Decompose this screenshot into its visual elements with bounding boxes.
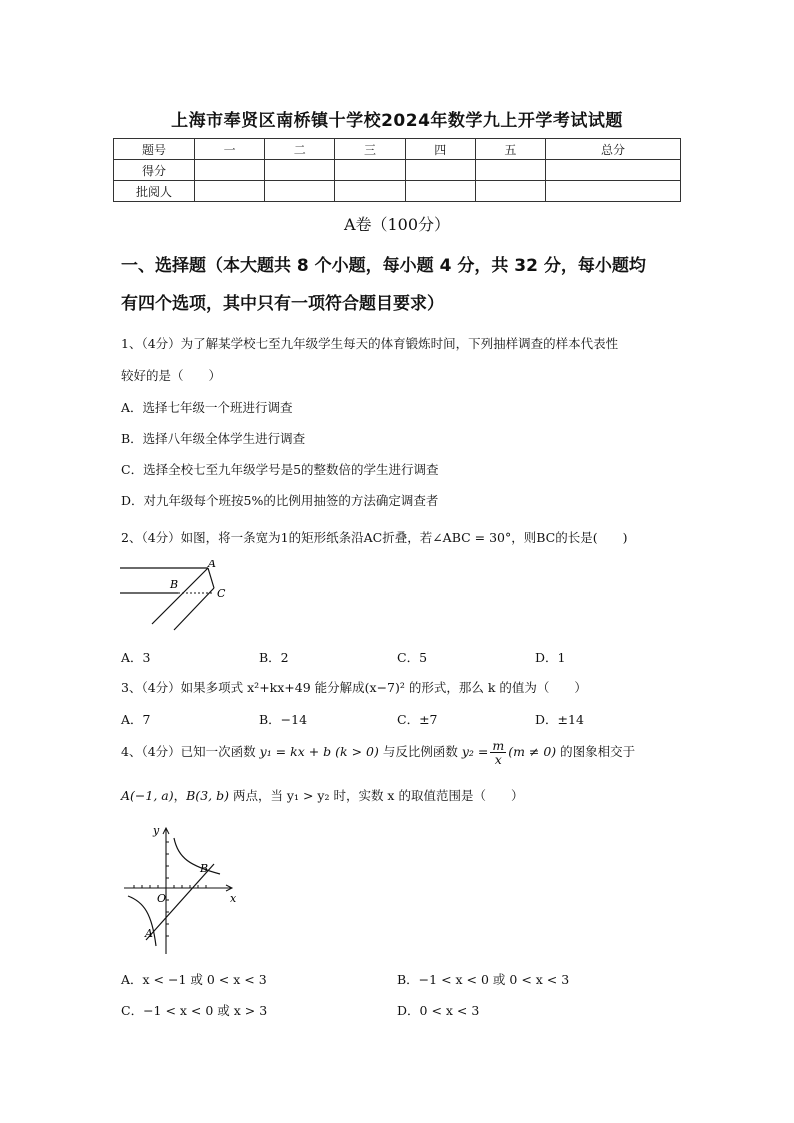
label-y: y: [153, 824, 160, 837]
table-cell: 二: [265, 139, 335, 160]
q4-fraction-numerator: m: [492, 738, 505, 753]
score-table-row: [114, 160, 681, 181]
label-point-b: B: [200, 862, 209, 875]
q4-text-post: 的图象相交于: [556, 744, 636, 759]
q2-stem: 2、（4分）如图，将一条宽为1的矩形纸条沿AC折叠，若∠ABC = 30°，则BC的长是( ): [121, 530, 628, 545]
score-input-cell[interactable]: [405, 160, 475, 181]
q4-option-a[interactable]: A．x < −1 或 0 < x < 3: [121, 972, 267, 987]
label-x: x: [230, 892, 237, 905]
q4-fraction-denominator: x: [494, 752, 502, 767]
q1-option-b[interactable]: B．选择八年级全体学生进行调查: [121, 431, 306, 446]
q4-inverse-lhs: y₂ =: [461, 744, 489, 759]
section-heading-line1: 一、选择题（本大题共 8 个小题，每小题 4 分，共 32 分，每小题均: [121, 256, 646, 276]
q4-option-c[interactable]: C．−1 < x < 0 或 x > 3: [121, 1003, 268, 1018]
q1-option-c[interactable]: C．选择全校七至九年级学号是5的整数倍的学生进行调查: [121, 462, 439, 477]
q3-stem: 3、（4分）如果多项式 x²+kx+49 能分解成(x−7)² 的形式，那么 k 的值为（ ）: [121, 680, 587, 695]
q4-point-b: B(3, b): [186, 788, 229, 803]
q4-text-mid: 与反比例函数: [378, 744, 462, 759]
score-input-cell[interactable]: [546, 181, 681, 202]
q4-option-b[interactable]: B．−1 < x < 0 或 0 < x < 3: [397, 972, 570, 987]
q3-option-d[interactable]: D．±14: [535, 712, 584, 727]
q1-stem-line1: 1、（4分）为了解某学校七至九年级学生每天的体育锻炼时间，下列抽样调查的样本代表性: [121, 336, 619, 351]
score-input-cell[interactable]: [405, 181, 475, 202]
label-a: A: [208, 560, 216, 570]
q4-figure: [120, 822, 245, 957]
q2-option-a[interactable]: A．3: [121, 650, 151, 665]
score-input-cell[interactable]: [335, 160, 405, 181]
q4-text-end: 两点，当 y₁ > y₂ 时，实数 x 的取值范围是（ ）: [228, 788, 524, 803]
q2-option-c[interactable]: C．5: [397, 650, 428, 665]
score-input-cell[interactable]: [475, 181, 545, 202]
page-title: 上海市奉贤区南桥镇十学校2024年数学九上开学考试试题: [171, 111, 623, 131]
q4-point-a: A(−1, a): [121, 788, 174, 803]
score-input-cell[interactable]: [195, 181, 265, 202]
label-b: B: [170, 578, 179, 591]
q4-stem-line2: [121, 786, 523, 804]
q3-option-a[interactable]: A．7: [121, 712, 151, 727]
fold-line-lower: [174, 588, 214, 630]
score-table-row: [114, 181, 681, 202]
q3-option-c[interactable]: C．±7: [397, 712, 438, 727]
fold-edge-ac: [208, 568, 214, 588]
q3-option-b[interactable]: B．−14: [259, 712, 308, 727]
table-cell: 五: [475, 139, 545, 160]
table-cell: 一: [195, 139, 265, 160]
q2-figure: [116, 560, 246, 640]
score-table: [113, 138, 681, 202]
score-input-cell[interactable]: [195, 160, 265, 181]
table-cell: 四: [405, 139, 475, 160]
q1-stem-line2: 较好的是（ ）: [121, 368, 222, 383]
label-origin: O: [157, 892, 167, 905]
q4-stem-line1: [121, 738, 635, 766]
table-cell: 三: [335, 139, 405, 160]
q2-option-d[interactable]: D．1: [535, 650, 566, 665]
q4-text-pre: 4、（4分）已知一次函数: [121, 744, 260, 759]
q4-linear-function: y₁ = kx + b (k > 0): [259, 744, 379, 759]
score-input-cell[interactable]: [475, 160, 545, 181]
q1-option-d[interactable]: D．对九年级每个班按5%的比例用抽签的方法确定调查者: [121, 493, 439, 508]
score-input-cell[interactable]: [265, 160, 335, 181]
table-cell: 得分: [114, 160, 195, 181]
label-point-a: A: [145, 927, 153, 940]
hyperbola-branch-right: [174, 838, 220, 874]
score-input-cell[interactable]: [335, 181, 405, 202]
score-input-cell[interactable]: [546, 160, 681, 181]
fold-line-upper: [152, 568, 208, 624]
section-a-title: A卷（100分）: [343, 215, 451, 234]
q4-separator: ，: [173, 788, 187, 803]
section-heading-line2: 有四个选项，其中只有一项符合题目要求）: [121, 294, 444, 314]
score-input-cell[interactable]: [265, 181, 335, 202]
q4-fraction: [490, 739, 506, 766]
table-cell: 总分: [546, 139, 681, 160]
table-cell: 题号: [114, 139, 195, 160]
q1-option-a[interactable]: A．选择七年级一个班进行调查: [121, 400, 293, 415]
score-table-header-row: [114, 139, 681, 160]
q2-option-b[interactable]: B．2: [259, 650, 289, 665]
q4-option-d[interactable]: D．0 < x < 3: [397, 1003, 480, 1018]
label-c: C: [217, 587, 226, 600]
q4-inverse-condition: (m ≠ 0): [508, 744, 557, 759]
table-cell: 批阅人: [114, 181, 195, 202]
